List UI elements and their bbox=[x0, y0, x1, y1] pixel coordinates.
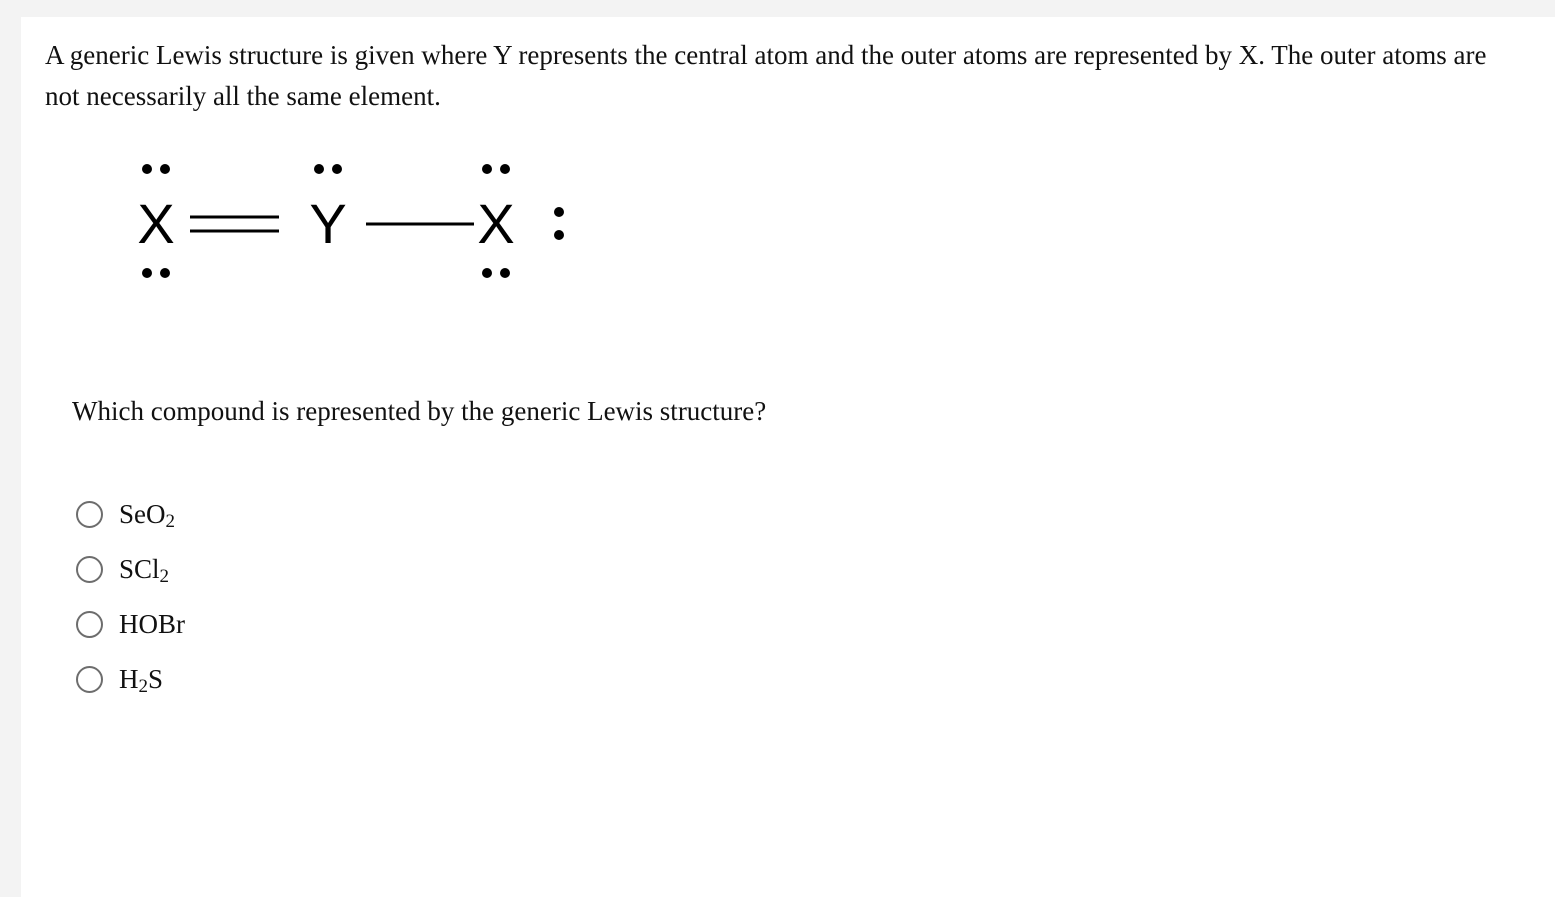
lewis-structure-diagram bbox=[116, 142, 576, 287]
answer-option-seo2[interactable] bbox=[76, 487, 185, 542]
answer-options bbox=[76, 487, 185, 707]
lone-pair-dot bbox=[554, 207, 564, 217]
lone-pair-dot bbox=[554, 230, 564, 240]
atom-left-x: X bbox=[137, 192, 175, 255]
lone-pair-dot bbox=[142, 268, 152, 278]
answer-option-scl2[interactable] bbox=[76, 542, 185, 597]
lone-pair-dot bbox=[160, 268, 170, 278]
question-prompt: Which compound is represented by the generic Lewis structure? bbox=[72, 396, 767, 426]
lone-pair-dot bbox=[314, 164, 324, 174]
radio-button[interactable] bbox=[76, 666, 103, 693]
lone-pair-dot bbox=[160, 164, 170, 174]
answer-option-hobr[interactable] bbox=[76, 597, 185, 652]
lone-pair-dot bbox=[482, 164, 492, 174]
radio-button[interactable] bbox=[76, 501, 103, 528]
atom-right-x: X bbox=[477, 192, 515, 255]
option-label: SeO$_2$ bbox=[119, 499, 175, 532]
option-label: HOBr bbox=[119, 609, 185, 639]
question-card bbox=[21, 17, 1555, 897]
lone-pair-dot bbox=[482, 268, 492, 278]
option-label: $H_2S$ bbox=[119, 664, 164, 697]
radio-button[interactable] bbox=[76, 611, 103, 638]
lone-pair-dot bbox=[500, 268, 510, 278]
atom-central-y: Y bbox=[309, 192, 347, 255]
radio-button[interactable] bbox=[76, 556, 103, 583]
lone-pair-dot bbox=[500, 164, 510, 174]
lone-pair-dot bbox=[142, 164, 152, 174]
option-label: SCl$_2$ bbox=[119, 554, 170, 587]
answer-option-h2s[interactable] bbox=[76, 652, 185, 707]
question-intro: A generic Lewis structure is given where Y represents the central atom and the outer atoms are represented by X. The outer atoms are not necessarily all the same element. bbox=[45, 40, 1487, 111]
lone-pair-dot bbox=[332, 164, 342, 174]
